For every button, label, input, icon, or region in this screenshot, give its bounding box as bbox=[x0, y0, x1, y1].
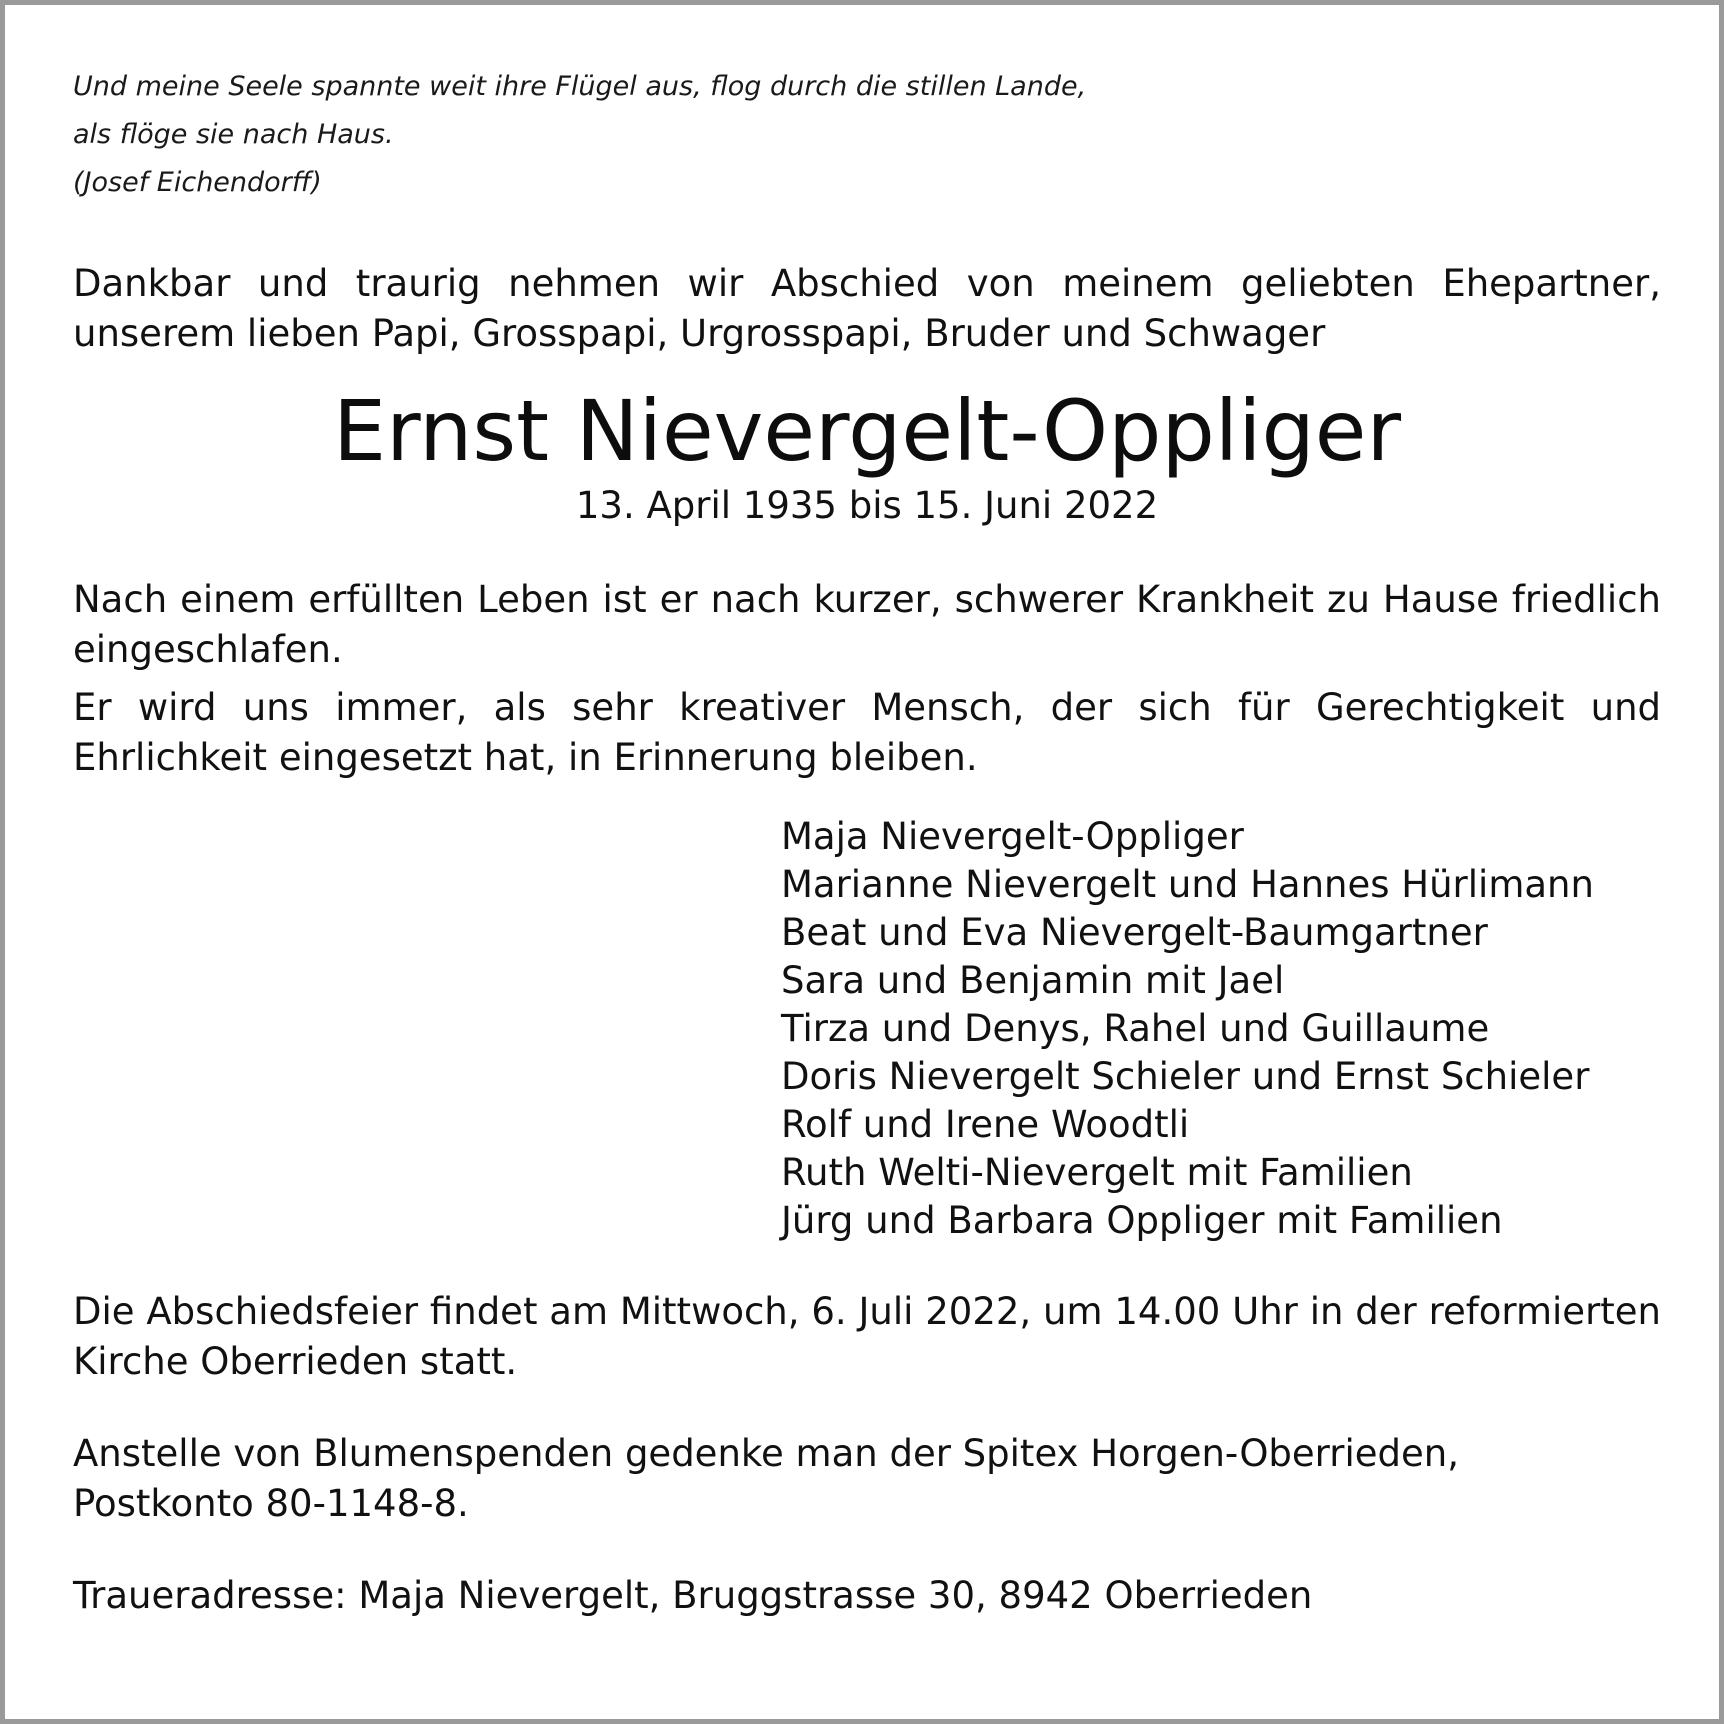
ceremony-line-1: Die Abschiedsfeier findet am Mittwoch, 6. Juli 2022, um 14.00 Uhr in der reformierten bbox=[73, 1290, 1661, 1333]
body-p2-line-1: Er wird uns immer, als sehr kreativer Mensch, der sich für Gerechtigkeit und Ehrlichkeit bbox=[73, 686, 1661, 779]
motto-line-1: Und meine Seele spannte weit ihre Flügel aus, flog durch die stillen Lande, bbox=[73, 71, 1087, 102]
body-p2-line-2: eingesetzt hat, in Erinnerung bleiben. bbox=[278, 736, 978, 779]
mourner: Jürg und Barbara Oppliger mit Familien bbox=[781, 1199, 1503, 1242]
donation-line-1: Anstelle von Blumenspenden gedenke man der Spitex Horgen-Oberrieden, bbox=[73, 1432, 1459, 1475]
donation-paragraph bbox=[73, 1429, 1661, 1529]
body-p1-line-2: eingeschlafen. bbox=[73, 628, 343, 671]
motto-author: (Josef Eichendorff) bbox=[73, 167, 322, 198]
mourner: Rolf und Irene Woodtli bbox=[781, 1103, 1190, 1146]
motto-quote bbox=[73, 63, 1661, 207]
mourner: Doris Nievergelt Schieler und Ernst Schieler bbox=[781, 1055, 1590, 1098]
donation-line-2: Postkonto 80-1148-8. bbox=[73, 1482, 469, 1525]
mourner: Marianne Nievergelt und Hannes Hürlimann bbox=[781, 863, 1594, 906]
mourner: Beat und Eva Nievergelt-Baumgartner bbox=[781, 911, 1488, 954]
mourner: Sara und Benjamin mit Jael bbox=[781, 959, 1285, 1002]
life-dates: 13. April 1935 bis 15. Juni 2022 bbox=[575, 484, 1159, 527]
body-p1-line-1: Nach einem erfüllten Leben ist er nach kurzer, schwerer Krankheit zu Hause friedlich bbox=[73, 578, 1661, 621]
mourners-list bbox=[781, 813, 1661, 1245]
deceased-name: Ernst Nievergelt-Oppliger bbox=[333, 382, 1401, 480]
body-paragraph-1 bbox=[73, 575, 1661, 675]
body-paragraph-2 bbox=[73, 683, 1661, 783]
intro-line-1: Dankbar und traurig nehmen wir Abschied von meinem geliebten Ehepartner, unserem bbox=[73, 262, 1661, 355]
mourner: Maja Nievergelt-Oppliger bbox=[781, 815, 1244, 858]
intro-paragraph bbox=[73, 259, 1661, 359]
mourner: Tirza und Denys, Rahel und Guillaume bbox=[781, 1007, 1490, 1050]
intro-line-2: lieben Papi, Grosspapi, Urgrosspapi, Bruder und Schwager bbox=[246, 312, 1326, 355]
obituary-content bbox=[73, 63, 1661, 1621]
ceremony-paragraph bbox=[73, 1287, 1661, 1387]
ceremony-line-2: Kirche Oberrieden statt. bbox=[73, 1340, 518, 1383]
mourning-address: Traueradresse: Maja Nievergelt, Bruggstrasse 30, 8942 Oberrieden bbox=[73, 1574, 1313, 1617]
motto-line-2: als flöge sie nach Haus. bbox=[73, 119, 394, 150]
mourner: Ruth Welti-Nievergelt mit Familien bbox=[781, 1151, 1413, 1194]
